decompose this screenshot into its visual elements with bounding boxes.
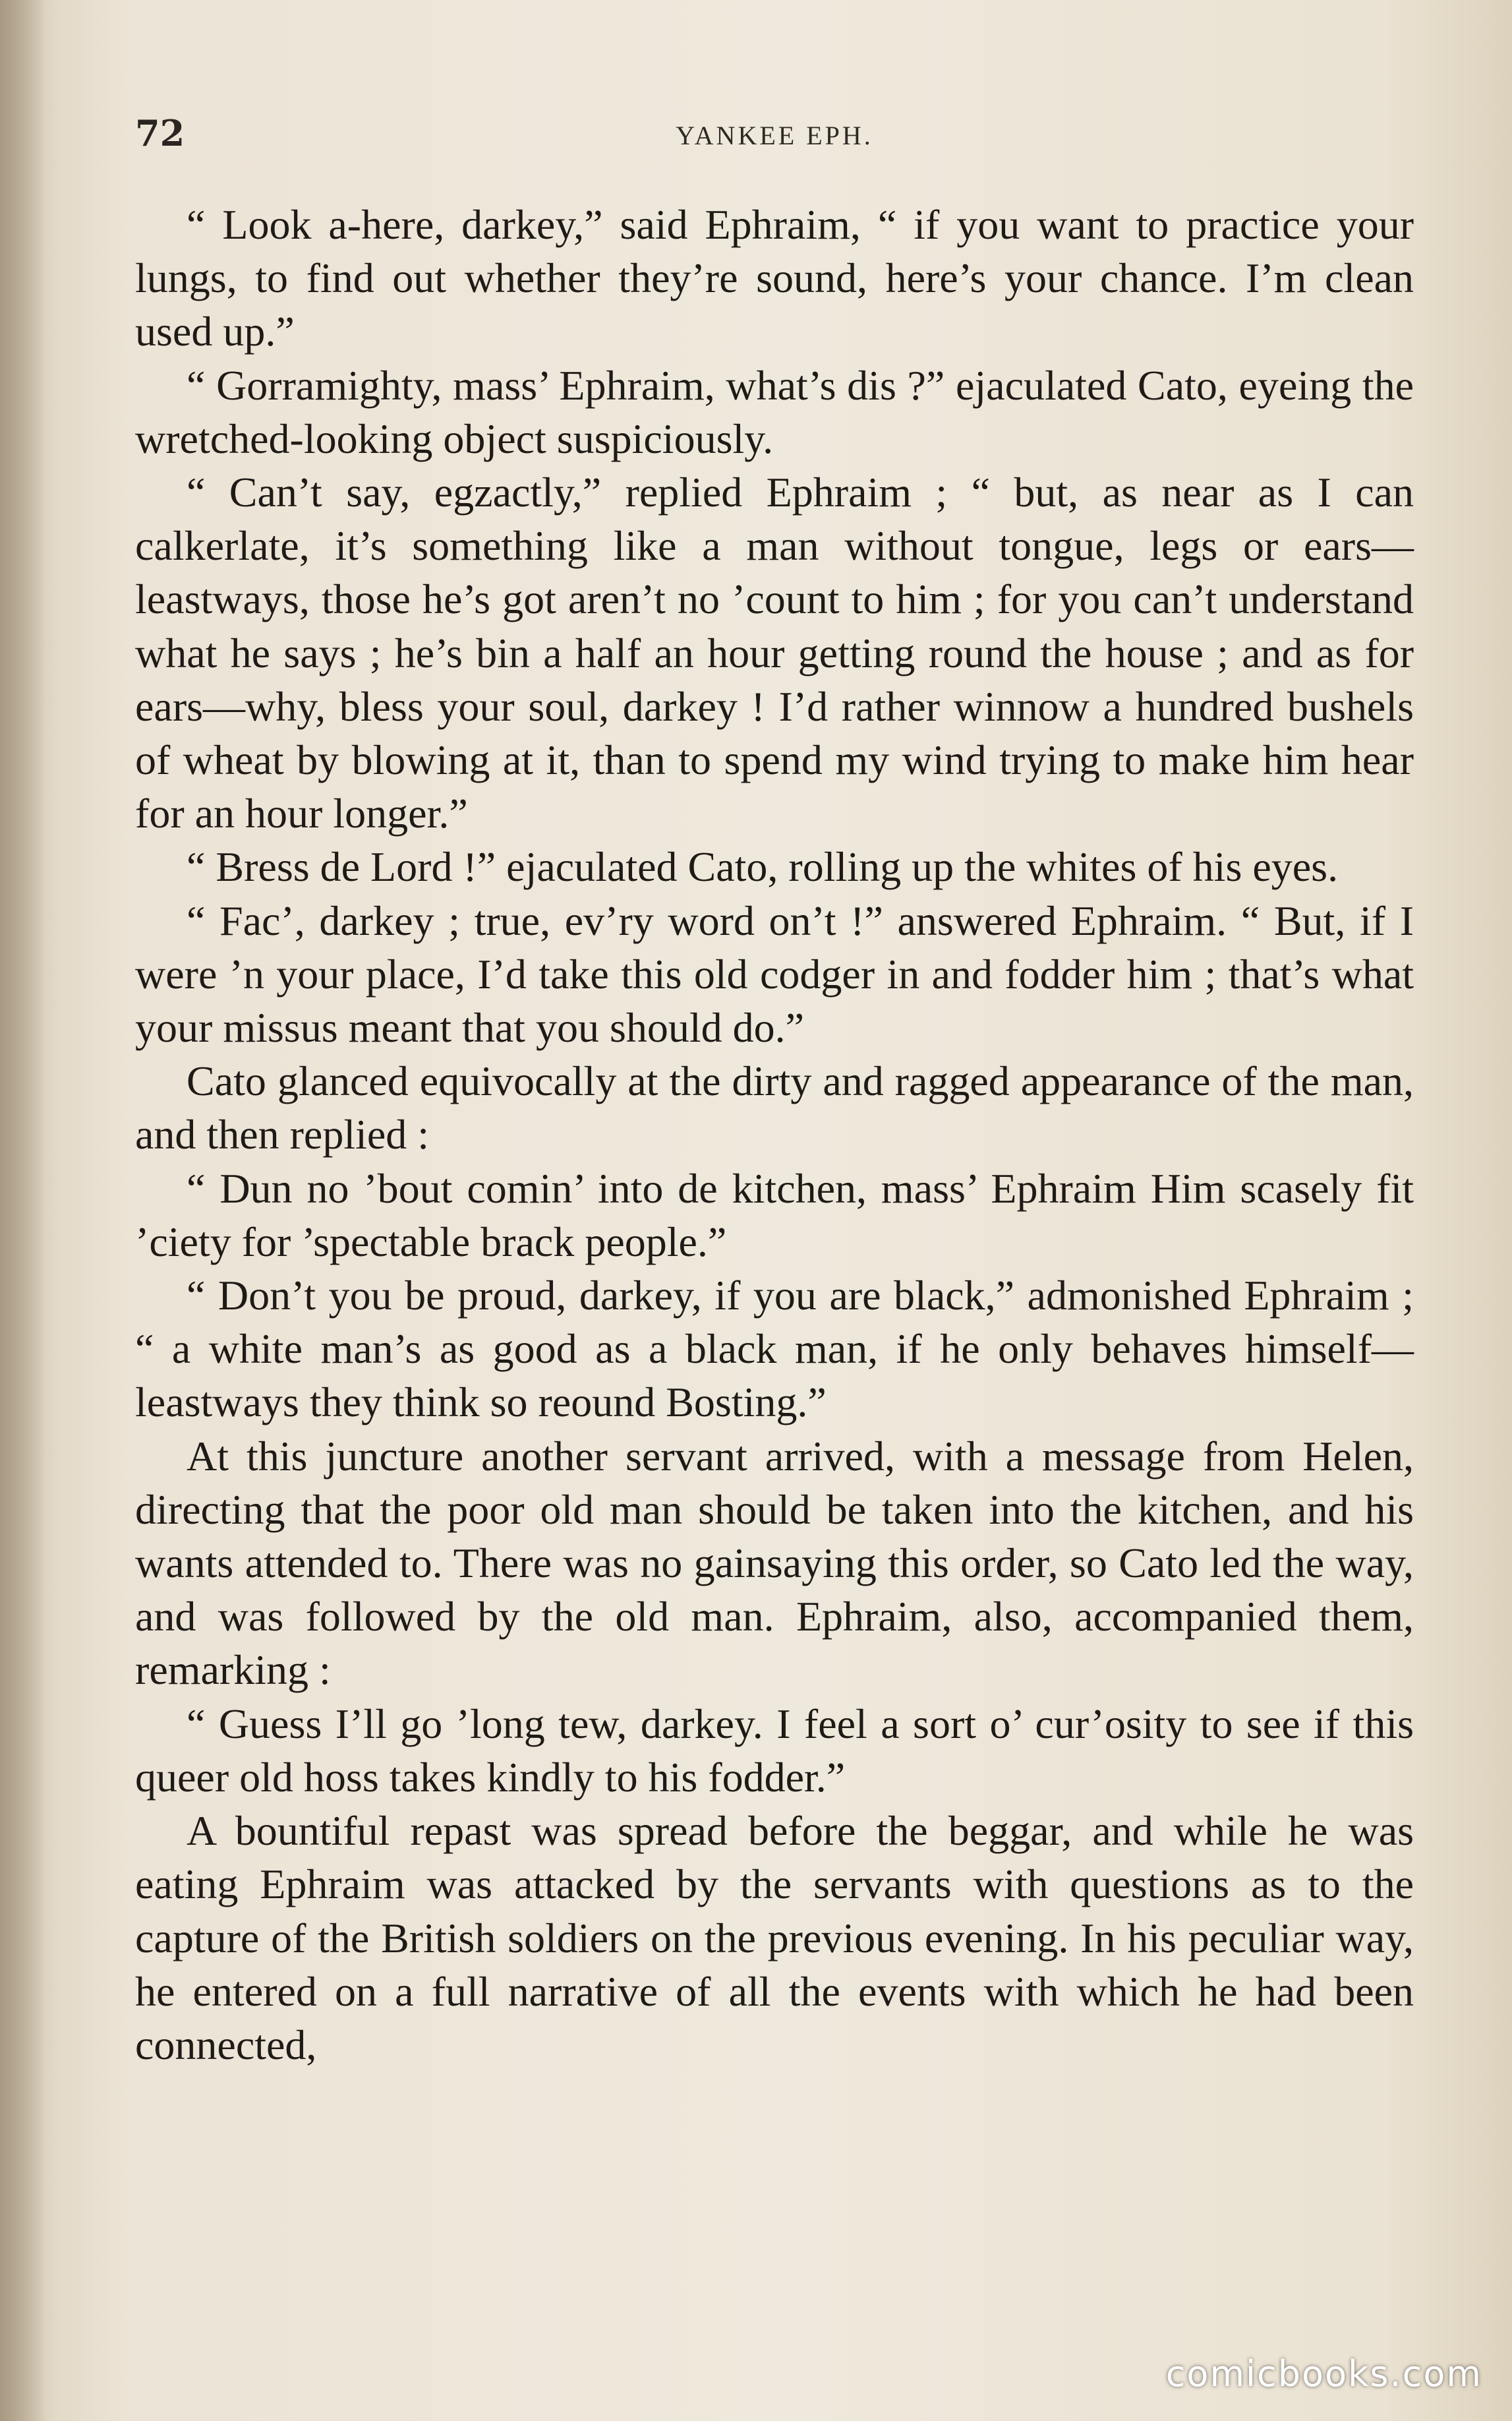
paragraph: “ Fac’, darkey ; true, ev’ry word on’t !” answered Ephraim. “ But, if I were ’n your place, I’d take this old codger in and fodder him ; that’s what your missus meant that you should do.” — [135, 897, 1414, 1052]
paragraph: “ Dun no ’bout comin’ into de kitchen, mass’ Ephraim Him scasely fit ’ciety for ’spectable brack people.” — [135, 1164, 1414, 1265]
watermark: comicbooks.com — [1165, 2353, 1482, 2395]
running-head: YANKEE EPH. — [676, 121, 873, 150]
paragraph: “ Gorramighty, mass’ Ephraim, what’s dis ?” ejaculated Cato, eyeing the wretched-looking object suspiciously. — [135, 361, 1414, 462]
page-header — [135, 112, 1414, 158]
page-gutter-shadow — [0, 0, 46, 2421]
paragraph: “ Bress de Lord !” ejaculated Cato, rolling up the whites of his eyes. — [187, 843, 1339, 891]
paragraph: “ Don’t you be proud, darkey, if you are black,” admonished Ephraim ; “ a white man’s as good as a black man, if he only behaves himself—leastways they think so reound Bosting.” — [135, 1272, 1414, 1426]
paragraph: Cato glanced equivocally at the dirty and ragged appearance of the man, and then replied : — [135, 1058, 1414, 1158]
paragraph: “ Can’t say, egzactly,” replied Ephraim ; “ but, as near as I can calkerlate, it’s something like a man without tongue, legs or ears—leastways, those he’s got aren’t no ’count to him ; for you can’t understand what he says ; he’s bin a half an hour getting round the house ; and as for ears—why, bless your soul, darkey ! I’d rather winnow a hundred bushels of wheat by blowing at it, than to spend my wind trying to make him hear for an hour longer.” — [135, 469, 1414, 837]
page-number: 72 — [135, 112, 185, 154]
body-text — [135, 198, 1414, 2072]
paragraph: A bountiful repast was spread before the beggar, and while he was eating Ephraim was attacked by the servants with questions as to the capture of the British soldiers on the previous evening. In his peculiar way, he entered on a full narrative of all the events with which he had been connected, — [135, 1807, 1414, 2068]
paragraph: “ Look a-here, darkey,” said Ephraim, “ if you want to practice your lungs, to find out whether they’re sound, here’s your chance. I’m clean used up.” — [135, 201, 1414, 355]
paragraph: “ Guess I’ll go ’long tew, darkey. I feel a sort o’ cur’osity to see if this queer old hoss takes kindly to his fodder.” — [135, 1700, 1414, 1801]
paragraph: At this juncture another servant arrived, with a message from Helen, directing that the poor old man should be taken into the kitchen, and his wants attended to. There was no gainsaying this order, so Cato led the way, and was followed by the old man. Ephraim, also, accompanied them, remarking : — [135, 1432, 1414, 1694]
